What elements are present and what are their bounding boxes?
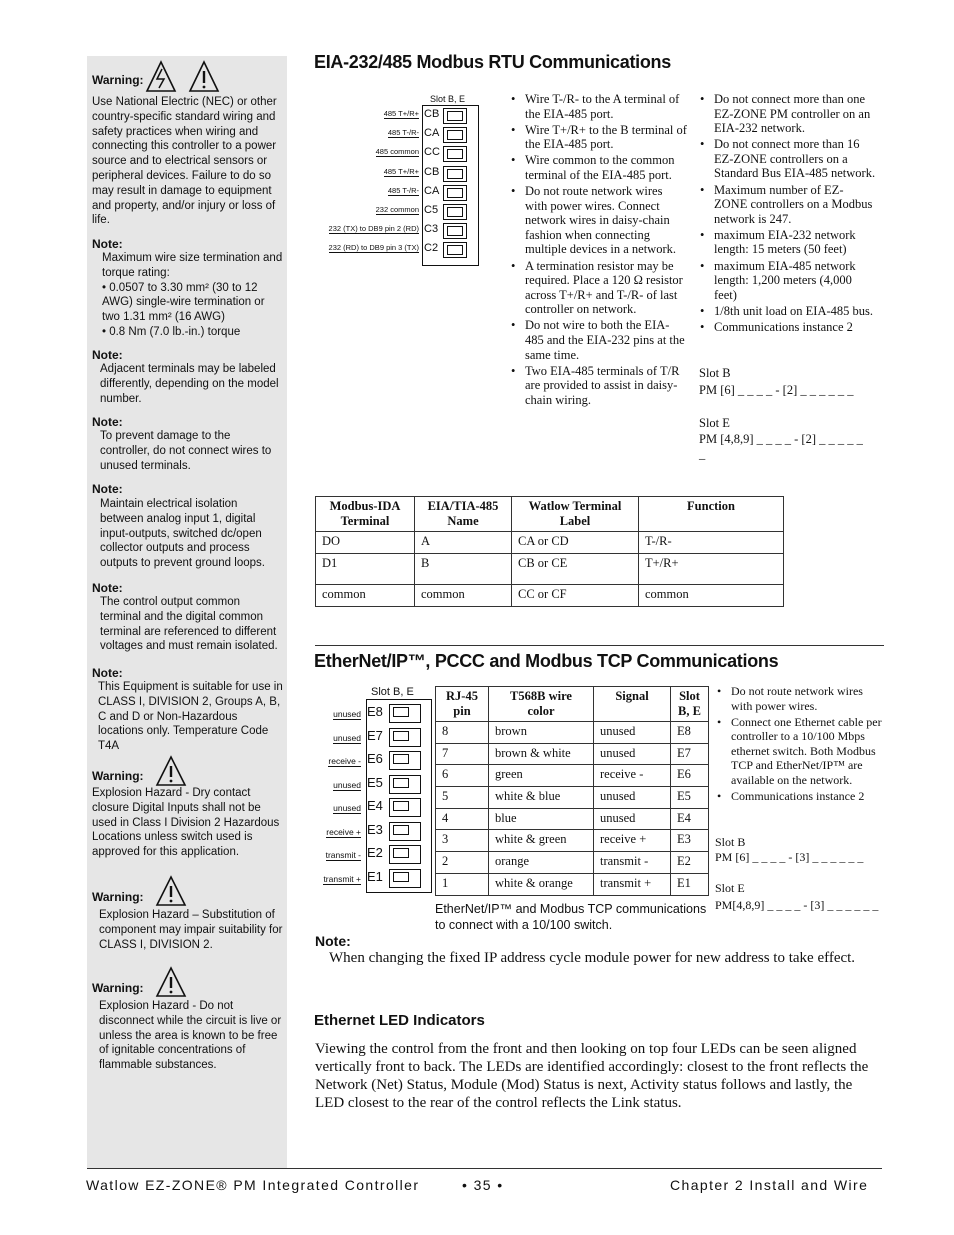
- bullet-item: • maximum EIA-485 network length: 1,200 meters (4,000 feet): [696, 259, 876, 303]
- bullet-item: • Two EIA-485 terminals of T/R are provided to assist in daisy-chain wiring.: [507, 364, 687, 408]
- terminal-code: C2: [424, 242, 439, 255]
- table-cell: unused: [594, 743, 671, 765]
- warning-text: Use National Electric (NEC) or other country-specific standard wiring and safety practices when wiring and connecting this controller to a power source and to electrical sensors or peripheral devices. Failure to do so may result in damage to equipment and property, and/or injury or loss of life.: [92, 96, 277, 227]
- table-cell: CB or CE: [512, 554, 639, 585]
- section-divider: [315, 645, 884, 646]
- terminal-code: CB: [424, 165, 440, 178]
- warning-label: Warning:: [92, 981, 144, 995]
- terminal-code: E8: [367, 704, 383, 719]
- note-text: To prevent damage to the controller, do not connect wires to unused terminals.: [100, 430, 272, 472]
- table-cell: B: [415, 554, 512, 585]
- warning-icon: [155, 755, 187, 787]
- table-header-row: [436, 687, 709, 722]
- table-cell: transmit +: [594, 873, 671, 895]
- warning-label: Warning:: [92, 890, 144, 904]
- table-header-row: [316, 497, 784, 532]
- table-cell: D1: [316, 554, 415, 585]
- table-cell: transmit -: [594, 852, 671, 874]
- warning-icon: [155, 966, 187, 998]
- warning-text: Explosion Hazard - Do not disconnect while the circuit is live or unless the area is known to be free of ignitable concentrations of flammable substances.: [99, 1000, 282, 1072]
- bullet-item: • Do not wire to both the EIA-485 and the EIA-232 pins at the same time.: [507, 318, 687, 362]
- terminal-code: CA: [424, 184, 440, 197]
- note-label: Note:: [92, 348, 123, 362]
- terminal-label: receive +: [326, 826, 361, 837]
- terminal-screw: [389, 704, 421, 723]
- warning-text: Explosion Hazard - Dry contact closure Digital Inputs shall not be used in Class I Division 2 Hazardous Locations unless switch used is approved for this application.: [92, 787, 280, 859]
- bullet-item: • Do not route network wires with power wires. Connect network wires in daisy-chain fashion when connecting multiple devices in a network.: [507, 184, 687, 257]
- terminal-label: 485 T+/R+: [383, 166, 419, 176]
- table-cell: white & green: [489, 830, 594, 852]
- bullet-item: • Communications instance 2: [696, 320, 876, 335]
- table-header: Slot B, E: [671, 687, 709, 722]
- terminal-label: 485 T-/R-: [387, 185, 419, 195]
- table-cell: blue: [489, 808, 594, 830]
- terminal-code: E5: [367, 774, 383, 790]
- table-header: EIA/TIA-485 Name: [415, 497, 512, 532]
- bullet-item: • maximum EIA-232 network length: 15 meters (50 feet): [696, 228, 876, 257]
- note-line: • 0.0507 to 3.30 mm² (30 to 12 AWG) single-wire termination or two 1.31 mm² (16 AWG): [102, 281, 265, 324]
- table-cell: receive -: [594, 765, 671, 787]
- note-label: Note:: [92, 666, 123, 680]
- terminal-code: CC: [424, 146, 440, 159]
- note-text: The control output common terminal and the digital common terminal are referenced to different voltages and must remain isolated.: [100, 596, 278, 653]
- ethernet-caption: EtherNet/IP™ and Modbus TCP communications to connect with a 10/100 switch.: [435, 902, 707, 932]
- table-cell: receive +: [594, 830, 671, 852]
- table-header: Function: [639, 497, 784, 532]
- terminal-label: transmit +: [323, 873, 361, 884]
- table-row: [436, 852, 709, 874]
- terminal-code: E2: [367, 845, 383, 860]
- table-cell: 2: [436, 852, 489, 874]
- terminal-label: unused: [333, 779, 361, 790]
- note-label: Note:: [92, 415, 123, 429]
- table-row: [316, 585, 784, 607]
- rtu-bullet-list-1: [507, 92, 687, 409]
- table-cell: unused: [594, 722, 671, 744]
- slot-b-label: Slot B: [699, 366, 731, 380]
- table-row: [436, 743, 709, 765]
- table-cell: T-/R-: [639, 532, 784, 554]
- table-cell: brown & white: [489, 743, 594, 765]
- rj45-pin-table: [435, 686, 709, 896]
- note-line: Maximum wire size termination and torque rating:: [102, 252, 283, 279]
- bullet-item: • A termination resistor may be required. Place a 120 Ω resistor across T+/R+ and T-/R- of last controller on network.: [507, 259, 687, 317]
- terminal-code: E4: [367, 798, 383, 813]
- section-title: EIA-232/485 Modbus RTU Communications: [314, 52, 671, 72]
- table-cell: white & blue: [489, 787, 594, 809]
- table-row: [436, 787, 709, 809]
- warning-text: Explosion Hazard – Substitution of component may impair suitability for CLASS I, DIVISION 2.: [99, 909, 283, 951]
- table-cell: DO: [316, 532, 415, 554]
- table-cell: T+/R+: [639, 554, 784, 585]
- note-text: Maintain electrical isolation between analog input 1, digital input-outputs, switched dc/open collector outputs and process outputs to prevent ground loops.: [100, 498, 265, 570]
- note-text: [102, 251, 284, 340]
- terminal-label: unused: [333, 732, 361, 743]
- table-cell: CC or CF: [512, 585, 639, 607]
- terminal-label: transmit -: [325, 850, 361, 860]
- table-row: [436, 765, 709, 787]
- terminal-label: 485 common: [375, 147, 419, 157]
- slot-label: Slot B, E: [371, 686, 414, 698]
- terminal-code: CA: [424, 127, 440, 140]
- footer-title: Watlow EZ-ZONE® PM Integrated Controller: [86, 1177, 420, 1193]
- warning-icon: [155, 875, 187, 907]
- table-cell: E2: [671, 852, 709, 874]
- table-header: Watlow Terminal Label: [512, 497, 639, 532]
- electric-warning-icon: [145, 60, 225, 94]
- terminal-code: E3: [367, 821, 383, 837]
- section-title: Ethernet LED Indicators: [314, 1012, 485, 1029]
- rtu-bullet-list-2: [696, 92, 876, 336]
- terminal-code: CB: [424, 108, 440, 120]
- table-row: [316, 554, 784, 585]
- table-cell: 8: [436, 722, 489, 744]
- section-title: EtherNet/IP™, PCCC and Modbus TCP Communications: [314, 651, 779, 671]
- table-header: Signal: [594, 687, 671, 722]
- terminal-screw: [443, 166, 467, 182]
- note-label: Note:: [92, 237, 123, 251]
- table-cell: unused: [594, 808, 671, 830]
- table-cell: A: [415, 532, 512, 554]
- note-label: Note:: [315, 933, 351, 949]
- terminal-label: 485 T+/R+: [383, 109, 419, 118]
- terminal-screw: [389, 869, 421, 888]
- table-cell: brown: [489, 722, 594, 744]
- note-text: This Equipment is suitable for use in CLASS I, DIVISION 2, Groups A, B, C and D or Non-Hazardous locations only. Temperature Code T4A: [98, 681, 283, 753]
- note-label: Note:: [92, 581, 123, 595]
- modbus-terminal-table: [315, 496, 784, 607]
- terminal-screw: [389, 775, 421, 794]
- slot-label: Slot B, E: [430, 94, 466, 104]
- table-cell: green: [489, 765, 594, 787]
- slot-e-label: Slot E: [715, 881, 745, 895]
- terminal-code: E1: [367, 868, 383, 884]
- slot-e-label: Slot E: [699, 416, 730, 430]
- table-header: RJ-45 pin: [436, 687, 489, 722]
- bullet-item: • Maximum number of EZ-ZONE controllers on a Modbus network is 247.: [696, 183, 876, 227]
- table-cell: E8: [671, 722, 709, 744]
- terminal-code: C3: [424, 223, 439, 236]
- table-cell: 5: [436, 787, 489, 809]
- table-cell: common: [316, 585, 415, 607]
- slot-b-part-number: PM [6] _ _ _ _ - [2] _ _ _ _ _ _: [699, 383, 854, 397]
- table-cell: orange: [489, 852, 594, 874]
- table-cell: common: [639, 585, 784, 607]
- table-cell: 6: [436, 765, 489, 787]
- terminal-screw: [389, 728, 421, 747]
- bullet-item: • Do not route network wires with power wires.: [713, 684, 885, 713]
- terminal-screw: [443, 146, 467, 162]
- terminal-label: 232 (RD) to DB9 pin 3 (TX): [328, 243, 419, 253]
- ethernet-bullet-list: [713, 684, 885, 805]
- table-row: [436, 808, 709, 830]
- bullet-item: • Wire T+/R+ to the B terminal of the EIA-485 port.: [507, 123, 687, 152]
- terminal-label: unused: [333, 709, 361, 719]
- table-cell: unused: [594, 787, 671, 809]
- table-cell: 1: [436, 873, 489, 895]
- terminal-label: 232 (TX) to DB9 pin 2 (RD): [328, 224, 419, 234]
- terminal-diagram-rtu: [318, 94, 483, 266]
- table-cell: E7: [671, 743, 709, 765]
- terminal-code: E7: [367, 727, 383, 743]
- bullet-item: • Do not connect more than one EZ-ZONE PM controller on an EIA-232 network.: [696, 92, 876, 136]
- terminal-screw: [443, 223, 467, 239]
- terminal-screw: [443, 204, 467, 220]
- terminal-screw: [443, 127, 467, 143]
- table-cell: 3: [436, 830, 489, 852]
- bullet-item: • Do not connect more than 16 EZ-ZONE controllers on a Standard Bus EIA-485 network.: [696, 137, 876, 181]
- terminal-label: 485 T-/R-: [387, 128, 419, 138]
- terminal-screw: [389, 845, 421, 864]
- bullet-item: • 1/8th unit load on EIA-485 bus.: [696, 304, 876, 319]
- terminal-screw: [443, 185, 467, 201]
- terminal-label: unused: [333, 803, 361, 813]
- terminal-screw: [389, 751, 421, 770]
- note-text: When changing the fixed IP address cycle module power for new address to take effect.: [329, 950, 856, 966]
- terminal-label: receive -: [328, 756, 361, 766]
- table-cell: 7: [436, 743, 489, 765]
- terminal-screw: [443, 242, 467, 258]
- led-paragraph: Viewing the control from the front and then looking on top four LEDs can be seen aligned vertically front to back. The LEDs are identified accordingly: closest to the front reflects the Network (Net) Status, Module (Mod) Status is next, Activity status follows and lastly, the LED closest to the rear of the control reflects the Link status.: [315, 1041, 869, 1111]
- bullet-item: • Wire T-/R- to the A terminal of the EIA-485 port.: [507, 92, 687, 121]
- terminal-screw: [389, 822, 421, 841]
- table-row: [316, 532, 784, 554]
- slot-b-part-number: PM [6] _ _ _ _ - [3] _ _ _ _ _ _: [715, 850, 864, 864]
- note-label: Note:: [92, 482, 123, 496]
- slot-e-part-number: PM[4,8,9] _ _ _ _ - [3] _ _ _ _ _ _: [715, 898, 879, 912]
- table-cell: E1: [671, 873, 709, 895]
- table-cell: E5: [671, 787, 709, 809]
- terminal-diagram-ethernet: [316, 684, 434, 894]
- table-cell: common: [415, 585, 512, 607]
- table-cell: E6: [671, 765, 709, 787]
- note-line: • 0.8 Nm (7.0 lb.-in.) torque: [102, 325, 241, 338]
- warning-label: Warning:: [92, 769, 144, 783]
- chapter-label: Chapter 2 Install and Wire: [670, 1177, 869, 1193]
- table-row: [436, 873, 709, 895]
- warning-label: Warning:: [92, 73, 144, 87]
- table-row: [436, 830, 709, 852]
- slot-e-part-number: PM [4,8,9] _ _ _ _ - [2] _ _ _ _ _ _: [699, 432, 863, 461]
- terminal-code: E6: [367, 751, 383, 766]
- terminal-code: C5: [424, 204, 439, 216]
- bullet-item: • Connect one Ethernet cable per controller to a 10/100 Mbps ethernet switch. Both Modbus TCP and EtherNet/IP™ are available on the network.: [713, 715, 885, 788]
- note-text: Adjacent terminals may be labeled differently, depending on the model number.: [100, 363, 279, 405]
- bullet-item: • Communications instance 2: [713, 789, 885, 804]
- table-cell: 4: [436, 808, 489, 830]
- terminal-screw: [389, 798, 421, 817]
- table-row: [436, 722, 709, 744]
- page-number: • 35 •: [462, 1177, 504, 1193]
- table-header: T568B wire color: [489, 687, 594, 722]
- table-header: Modbus-IDA Terminal: [316, 497, 415, 532]
- table-cell: CA or CD: [512, 532, 639, 554]
- table-cell: E4: [671, 808, 709, 830]
- table-cell: E3: [671, 830, 709, 852]
- terminal-screw: [443, 108, 467, 124]
- bullet-item: • Wire common to the common terminal of the EIA-485 port.: [507, 153, 687, 182]
- table-cell: white & orange: [489, 873, 594, 895]
- slot-b-label: Slot B: [715, 835, 746, 849]
- footer-divider: [87, 1168, 882, 1169]
- terminal-label: 232 common: [375, 205, 419, 214]
